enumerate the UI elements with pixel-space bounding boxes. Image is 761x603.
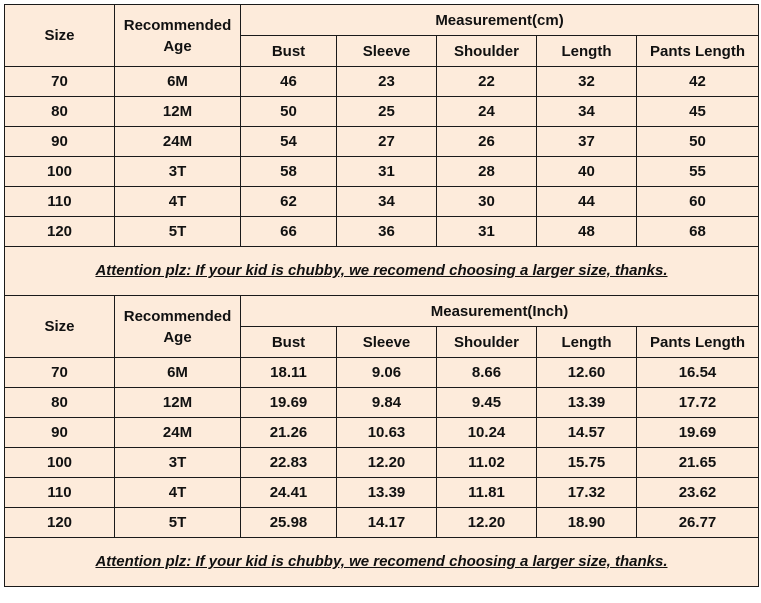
sleeve-cell: 36 <box>337 217 437 247</box>
length-cell: 34 <box>537 97 637 127</box>
shoulder-cell: 9.45 <box>437 388 537 418</box>
shoulder-header: Shoulder <box>437 36 537 67</box>
measurement-inch-header: Measurement(Inch) <box>241 296 759 327</box>
bust-cell: 46 <box>241 67 337 97</box>
shoulder-cell: 31 <box>437 217 537 247</box>
age-cell: 6M <box>115 358 241 388</box>
pants-length-cell: 60 <box>637 187 759 217</box>
pants-length-cell: 19.69 <box>637 418 759 448</box>
bust-cell: 66 <box>241 217 337 247</box>
size-cell: 120 <box>5 508 115 538</box>
bust-cell: 18.11 <box>241 358 337 388</box>
sleeve-header: Sleeve <box>337 327 437 358</box>
bust-header: Bust <box>241 327 337 358</box>
table-row <box>5 418 759 448</box>
bust-cell: 25.98 <box>241 508 337 538</box>
shoulder-cell: 24 <box>437 97 537 127</box>
size-cell: 100 <box>5 157 115 187</box>
sleeve-cell: 23 <box>337 67 437 97</box>
pants-length-cell: 50 <box>637 127 759 157</box>
age-cell: 24M <box>115 127 241 157</box>
length-cell: 17.32 <box>537 478 637 508</box>
sleeve-cell: 34 <box>337 187 437 217</box>
size-chart <box>4 4 758 587</box>
table-row <box>5 127 759 157</box>
pants-length-cell: 42 <box>637 67 759 97</box>
inch-header-row <box>5 296 759 327</box>
age-cell: 24M <box>115 418 241 448</box>
sleeve-cell: 25 <box>337 97 437 127</box>
size-chart-table <box>4 4 759 587</box>
size-cell: 100 <box>5 448 115 478</box>
bust-cell: 21.26 <box>241 418 337 448</box>
table-row <box>5 358 759 388</box>
sleeve-cell: 9.06 <box>337 358 437 388</box>
table-row <box>5 448 759 478</box>
age-cell: 12M <box>115 97 241 127</box>
size-header: Size <box>5 5 115 67</box>
pants-length-cell: 55 <box>637 157 759 187</box>
age-cell: 4T <box>115 478 241 508</box>
table-row <box>5 67 759 97</box>
length-cell: 48 <box>537 217 637 247</box>
pants-length-cell: 17.72 <box>637 388 759 418</box>
age-cell: 5T <box>115 508 241 538</box>
inch-attention-row <box>5 538 759 587</box>
pants-length-cell: 45 <box>637 97 759 127</box>
bust-cell: 24.41 <box>241 478 337 508</box>
table-row <box>5 187 759 217</box>
sleeve-cell: 12.20 <box>337 448 437 478</box>
pants-length-cell: 16.54 <box>637 358 759 388</box>
inch-table-body <box>5 358 759 538</box>
pants-length-cell: 23.62 <box>637 478 759 508</box>
size-cell: 110 <box>5 478 115 508</box>
length-cell: 37 <box>537 127 637 157</box>
pants-length-header: Pants Length <box>637 327 759 358</box>
shoulder-cell: 12.20 <box>437 508 537 538</box>
table-row <box>5 217 759 247</box>
bust-cell: 58 <box>241 157 337 187</box>
length-cell: 18.90 <box>537 508 637 538</box>
age-cell: 12M <box>115 388 241 418</box>
sleeve-cell: 10.63 <box>337 418 437 448</box>
length-cell: 32 <box>537 67 637 97</box>
cm-attention-row <box>5 247 759 296</box>
table-row <box>5 508 759 538</box>
length-cell: 14.57 <box>537 418 637 448</box>
pants-length-cell: 26.77 <box>637 508 759 538</box>
length-header: Length <box>537 327 637 358</box>
sleeve-cell: 14.17 <box>337 508 437 538</box>
pants-length-cell: 21.65 <box>637 448 759 478</box>
length-cell: 44 <box>537 187 637 217</box>
sleeve-cell: 13.39 <box>337 478 437 508</box>
size-cell: 90 <box>5 127 115 157</box>
pants-length-header: Pants Length <box>637 36 759 67</box>
age-cell: 4T <box>115 187 241 217</box>
attention-note: Attention plz: If your kid is chubby, we recomend choosing a larger size, thanks. <box>5 247 759 296</box>
pants-length-cell: 68 <box>637 217 759 247</box>
shoulder-cell: 8.66 <box>437 358 537 388</box>
length-cell: 13.39 <box>537 388 637 418</box>
size-cell: 80 <box>5 388 115 418</box>
table-row <box>5 97 759 127</box>
shoulder-cell: 26 <box>437 127 537 157</box>
size-cell: 70 <box>5 67 115 97</box>
size-cell: 70 <box>5 358 115 388</box>
table-row <box>5 388 759 418</box>
cm-header-row <box>5 5 759 36</box>
shoulder-cell: 22 <box>437 67 537 97</box>
attention-note: Attention plz: If your kid is chubby, we recomend choosing a larger size, thanks. <box>5 538 759 587</box>
shoulder-cell: 28 <box>437 157 537 187</box>
bust-cell: 62 <box>241 187 337 217</box>
bust-cell: 50 <box>241 97 337 127</box>
sleeve-cell: 27 <box>337 127 437 157</box>
sleeve-header: Sleeve <box>337 36 437 67</box>
sleeve-cell: 31 <box>337 157 437 187</box>
measurement-cm-header: Measurement(cm) <box>241 5 759 36</box>
age-cell: 3T <box>115 448 241 478</box>
table-row <box>5 478 759 508</box>
shoulder-cell: 10.24 <box>437 418 537 448</box>
age-cell: 3T <box>115 157 241 187</box>
length-cell: 40 <box>537 157 637 187</box>
bust-cell: 22.83 <box>241 448 337 478</box>
length-header: Length <box>537 36 637 67</box>
sleeve-cell: 9.84 <box>337 388 437 418</box>
size-cell: 80 <box>5 97 115 127</box>
cm-table-body <box>5 67 759 247</box>
size-cell: 90 <box>5 418 115 448</box>
size-header: Size <box>5 296 115 358</box>
age-header: Recommended Age <box>115 5 241 67</box>
shoulder-cell: 11.02 <box>437 448 537 478</box>
age-header: Recommended Age <box>115 296 241 358</box>
size-cell: 110 <box>5 187 115 217</box>
size-cell: 120 <box>5 217 115 247</box>
shoulder-header: Shoulder <box>437 327 537 358</box>
age-cell: 5T <box>115 217 241 247</box>
shoulder-cell: 11.81 <box>437 478 537 508</box>
length-cell: 12.60 <box>537 358 637 388</box>
shoulder-cell: 30 <box>437 187 537 217</box>
age-cell: 6M <box>115 67 241 97</box>
table-row <box>5 157 759 187</box>
bust-cell: 54 <box>241 127 337 157</box>
bust-cell: 19.69 <box>241 388 337 418</box>
length-cell: 15.75 <box>537 448 637 478</box>
bust-header: Bust <box>241 36 337 67</box>
